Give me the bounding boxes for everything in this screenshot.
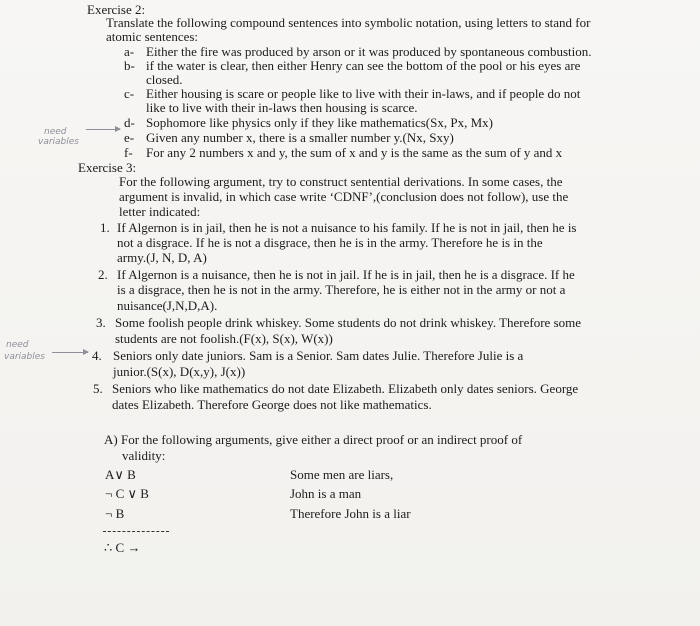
problem-1-line-3: army.(J, N, D, A) <box>117 250 207 265</box>
premise-3: ¬ B <box>105 506 125 521</box>
problem-3-line-2: students are not foolish.(F(x), S(x), W(x)) <box>115 331 333 346</box>
handwritten-note-variables-1: variables <box>38 137 79 147</box>
premise-2: ¬ C ∨ B <box>105 486 149 501</box>
handwritten-arrow-icon-2 <box>52 352 88 353</box>
problem-5-line-2: dates Elizabeth. Therefore George does not like mathematics. <box>112 397 432 412</box>
exercise-3-intro-line-3: letter indicated: <box>119 204 201 219</box>
premise-1: A∨ B <box>105 467 136 482</box>
item-c-text-1: Either housing is scare or people like to live with their in-laws, and if people do not <box>146 86 581 101</box>
item-e-label: e- <box>124 130 135 145</box>
problem-3-label: 3. <box>96 315 106 330</box>
item-f-text: For any 2 numbers x and y, the sum of x and y is the same as the sum of y and x <box>146 145 563 160</box>
handwritten-note-variables-2: variables <box>4 352 45 362</box>
argument-line-3: Therefore John is a liar <box>290 506 411 521</box>
derivation-divider <box>103 531 169 532</box>
conclusion: ∴ C → <box>104 540 141 555</box>
problem-1-line-1: If Algernon is in jail, then he is not a nuisance to his family. If he is not in jail, then he is <box>117 220 577 235</box>
item-b-label: b- <box>124 58 135 73</box>
handwritten-note-need-2: need <box>6 340 29 350</box>
problem-4-line-2: junior.(S(x), D(x,y), J(x)) <box>113 364 246 379</box>
argument-line-1: Some men are liars, <box>290 467 394 482</box>
problem-2-line-3: nuisance(J,N,D,A). <box>117 298 218 313</box>
exercise-3-intro-line-2: argument is invalid, in which case write ‘CDNF’,(conclusion does not follow), use the <box>119 189 569 204</box>
problem-1-line-2: not a disgrace. If he is not a disgrace, then he is in the army. Therefore he is in the <box>117 235 543 250</box>
item-a-label: a- <box>124 44 135 59</box>
item-b-text-1: if the water is clear, then either Henry can see the bottom of the pool or his eyes are <box>146 58 581 73</box>
part-a-line-1: A) For the following arguments, give either a direct proof or an indirect proof of <box>104 432 523 447</box>
exercise-2-title: Exercise 2: <box>87 2 146 17</box>
item-f-label: f- <box>124 145 133 160</box>
item-d-label: d- <box>124 115 135 130</box>
exercise-2-intro-line-1: Translate the following compound sentences into symbolic notation, using letters to stand for <box>106 15 591 30</box>
exercise-3-title: Exercise 3: <box>78 160 137 175</box>
handwritten-arrow-icon <box>86 129 120 130</box>
handwritten-note-need-1: need <box>44 127 67 137</box>
part-a-line-2: validity: <box>122 448 166 463</box>
problem-4-line-1: Seniors only date juniors. Sam is a Senior. Sam dates Julie. Therefore Julie is a <box>113 348 524 363</box>
problem-2-line-1: If Algernon is a nuisance, then he is not in jail. If he is in jail, then he is a disgrace. If he <box>117 267 575 282</box>
problem-2-label: 2. <box>98 267 108 282</box>
item-c-text-2: like to live with their in-laws then housing is scarce. <box>146 100 418 115</box>
problem-5-label: 5. <box>93 381 103 396</box>
problem-4-label: 4. <box>92 348 102 363</box>
problem-5-line-1: Seniors who like mathematics do not date Elizabeth. Elizabeth only dates seniors. George <box>112 381 579 396</box>
item-e-text: Given any number x, there is a smaller number y.(Nx, Sxy) <box>146 130 454 145</box>
argument-line-2: John is a man <box>290 486 362 501</box>
problem-2-line-2: is a disgrace, then he is not in the army. Therefore, he is either not in the army or not a <box>117 282 566 297</box>
exercise-3-intro-line-1: For the following argument, try to construct sentential derivations. In some cases, the <box>119 174 563 189</box>
item-b-text-2: closed. <box>146 72 183 87</box>
exercise-2-intro-line-2: atomic sentences: <box>106 29 199 44</box>
problem-1-label: 1. <box>100 220 110 235</box>
item-d-text: Sophomore like physics only if they like mathematics(Sx, Px, Mx) <box>146 115 493 130</box>
item-c-label: c- <box>124 86 135 101</box>
problem-3-line-1: Some foolish people drink whiskey. Some students do not drink whiskey. Therefore some <box>115 315 582 330</box>
item-a-text: Either the fire was produced by arson or it was produced by spontaneous combustion. <box>146 44 592 59</box>
